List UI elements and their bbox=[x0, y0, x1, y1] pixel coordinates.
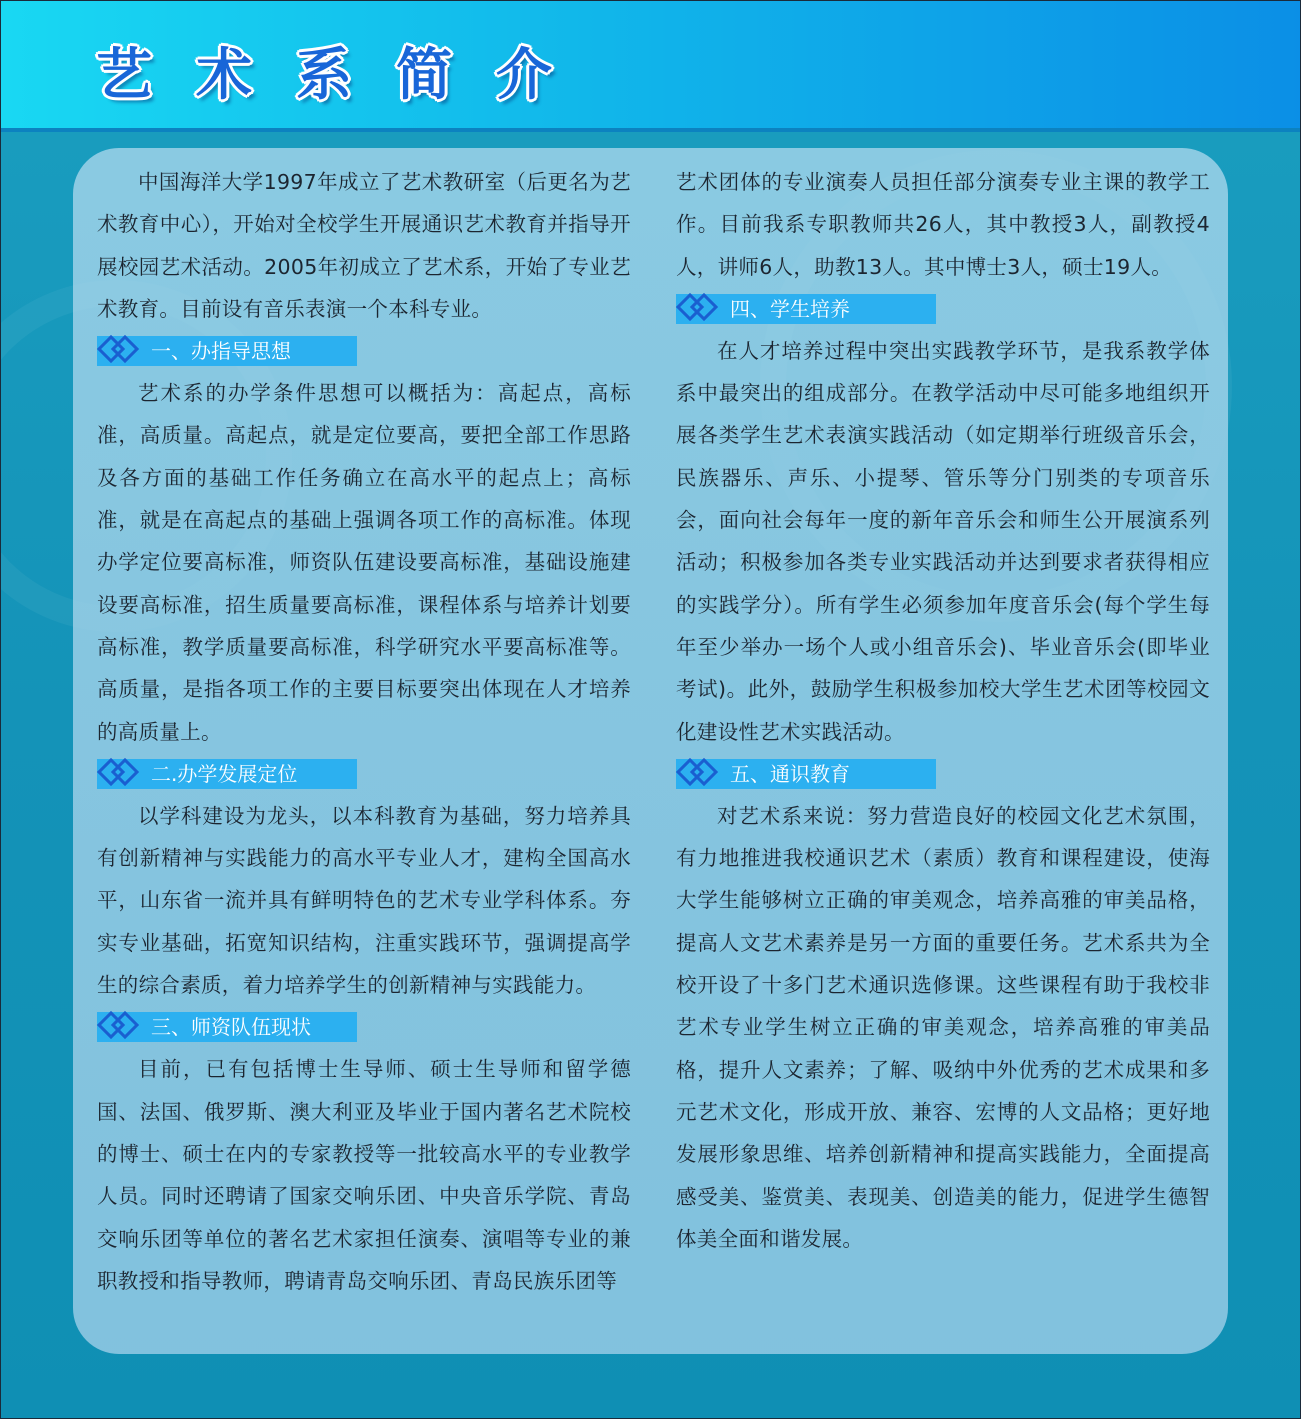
header-divider bbox=[0, 128, 1301, 132]
section-paragraph: 目前，已有包括博士生导师、硕士生导师和留学德国、法国、俄罗斯、澳大利亚及毕业于国内著名艺术院校的博士、硕士在内的专家教授等一批较高水平的专业教学人员。同时还聘请了国家交响乐团、中央音乐学院、青岛交响乐团等单位的著名艺术家担任演奏、演唱等专业的兼职教授和指导教师，聘请青岛交响乐团、青岛民族乐团等 bbox=[97, 1057, 631, 1293]
section-heading-label: 二.办学发展定位 bbox=[151, 761, 298, 786]
section-heading bbox=[97, 336, 357, 366]
section-heading bbox=[97, 759, 357, 789]
section-paragraph: 在人才培养过程中突出实践教学环节，是我系教学体系中最突出的组成部分。在教学活动中尽可能多地组织开展各类学生艺术表演实践活动（如定期举行班级音乐会，民族器乐、声乐、小提琴、管乐等分门别类的专项音乐会，面向社会每年一度的新年音乐会和师生公开展演系列活动；积极参加各类专业实践活动并达到要求者获得相应的实践学分）。所有学生必须参加年度音乐会(每个学生每年至少举办一场个人或小组音乐会)、毕业音乐会(即毕业考试)。此外，鼓励学生积极参加校大学生艺术团等校园文化建设性艺术实践活动。 bbox=[676, 338, 1210, 744]
section-heading bbox=[97, 1012, 357, 1042]
section-heading bbox=[676, 759, 936, 789]
section-heading-label: 五、通识教育 bbox=[730, 761, 850, 786]
continuation-paragraph: 艺术团体的专业演奏人员担任部分演奏专业主课的教学工作。目前我系专职教师共26人，其中教授3人，副教授4人，讲师6人，助教13人。其中博士3人，硕士19人。 bbox=[676, 170, 1210, 279]
section-heading-label: 一、办指导思想 bbox=[151, 339, 291, 364]
section-paragraph: 以学科建设为龙头，以本科教育为基础，努力培养具有创新精神与实践能力的高水平专业人才，建构全国高水平，山东省一流并具有鲜明特色的艺术专业学科体系。夯实专业基础，拓宽知识结构，注重实践环节，强调提高学生的综合素质，着力培养学生的创新精神与实践能力。 bbox=[97, 803, 631, 998]
section-heading-label: 四、学生培养 bbox=[730, 296, 850, 321]
section-paragraph: 艺术系的办学条件思想可以概括为：高起点，高标准，高质量。高起点，就是定位要高，要把全部工作思路及各方面的基础工作任务确立在高水平的起点上；高标准，就是在高起点的基础上强调各项工作的高标准。体现办学定位要高标准，师资队伍建设要高标准，基础设施建设要高标准，招生质量要高标准，课程体系与培养计划要高标准，教学质量要高标准，科学研究水平要高标准等。高质量，是指各项工作的主要目标要突出体现在人才培养的高质量上。 bbox=[97, 381, 631, 744]
left-column bbox=[97, 161, 631, 1302]
right-column bbox=[676, 161, 1210, 1260]
section-heading bbox=[676, 294, 936, 324]
intro-paragraph: 中国海洋大学1997年成立了艺术教研室（后更名为艺术教育中心），开始对全校学生开展通识艺术教育并指导开展校园艺术活动。2005年初成立了艺术系，开始了专业艺术教育。目前设有音乐表演一个本科专业。 bbox=[97, 170, 631, 321]
section-paragraph: 对艺术系来说：努力营造良好的校园文化艺术氛围，有力地推进我校通识艺术（素质）教育和课程建设，使海大学生能够树立正确的审美观念，培养高雅的审美品格，提高人文艺术素养是另一方面的重要任务。艺术系共为全校开设了十多门艺术通识选修课。这些课程有助于我校非艺术专业学生树立正确的审美观念，培养高雅的审美品格，提升人文素养；了解、吸纳中外优秀的艺术成果和多元艺术文化，形成开放、兼容、宏博的人文品格；更好地发展形象思维、培养创新精神和提高实践能力，全面提高感受美、鉴赏美、表现美、创造美的能力，促进学生德智体美全面和谐发展。 bbox=[676, 803, 1210, 1251]
page-title: 艺术系简介 bbox=[96, 43, 596, 108]
header-banner bbox=[0, 0, 1301, 132]
section-heading-label: 三、师资队伍现状 bbox=[151, 1015, 311, 1040]
